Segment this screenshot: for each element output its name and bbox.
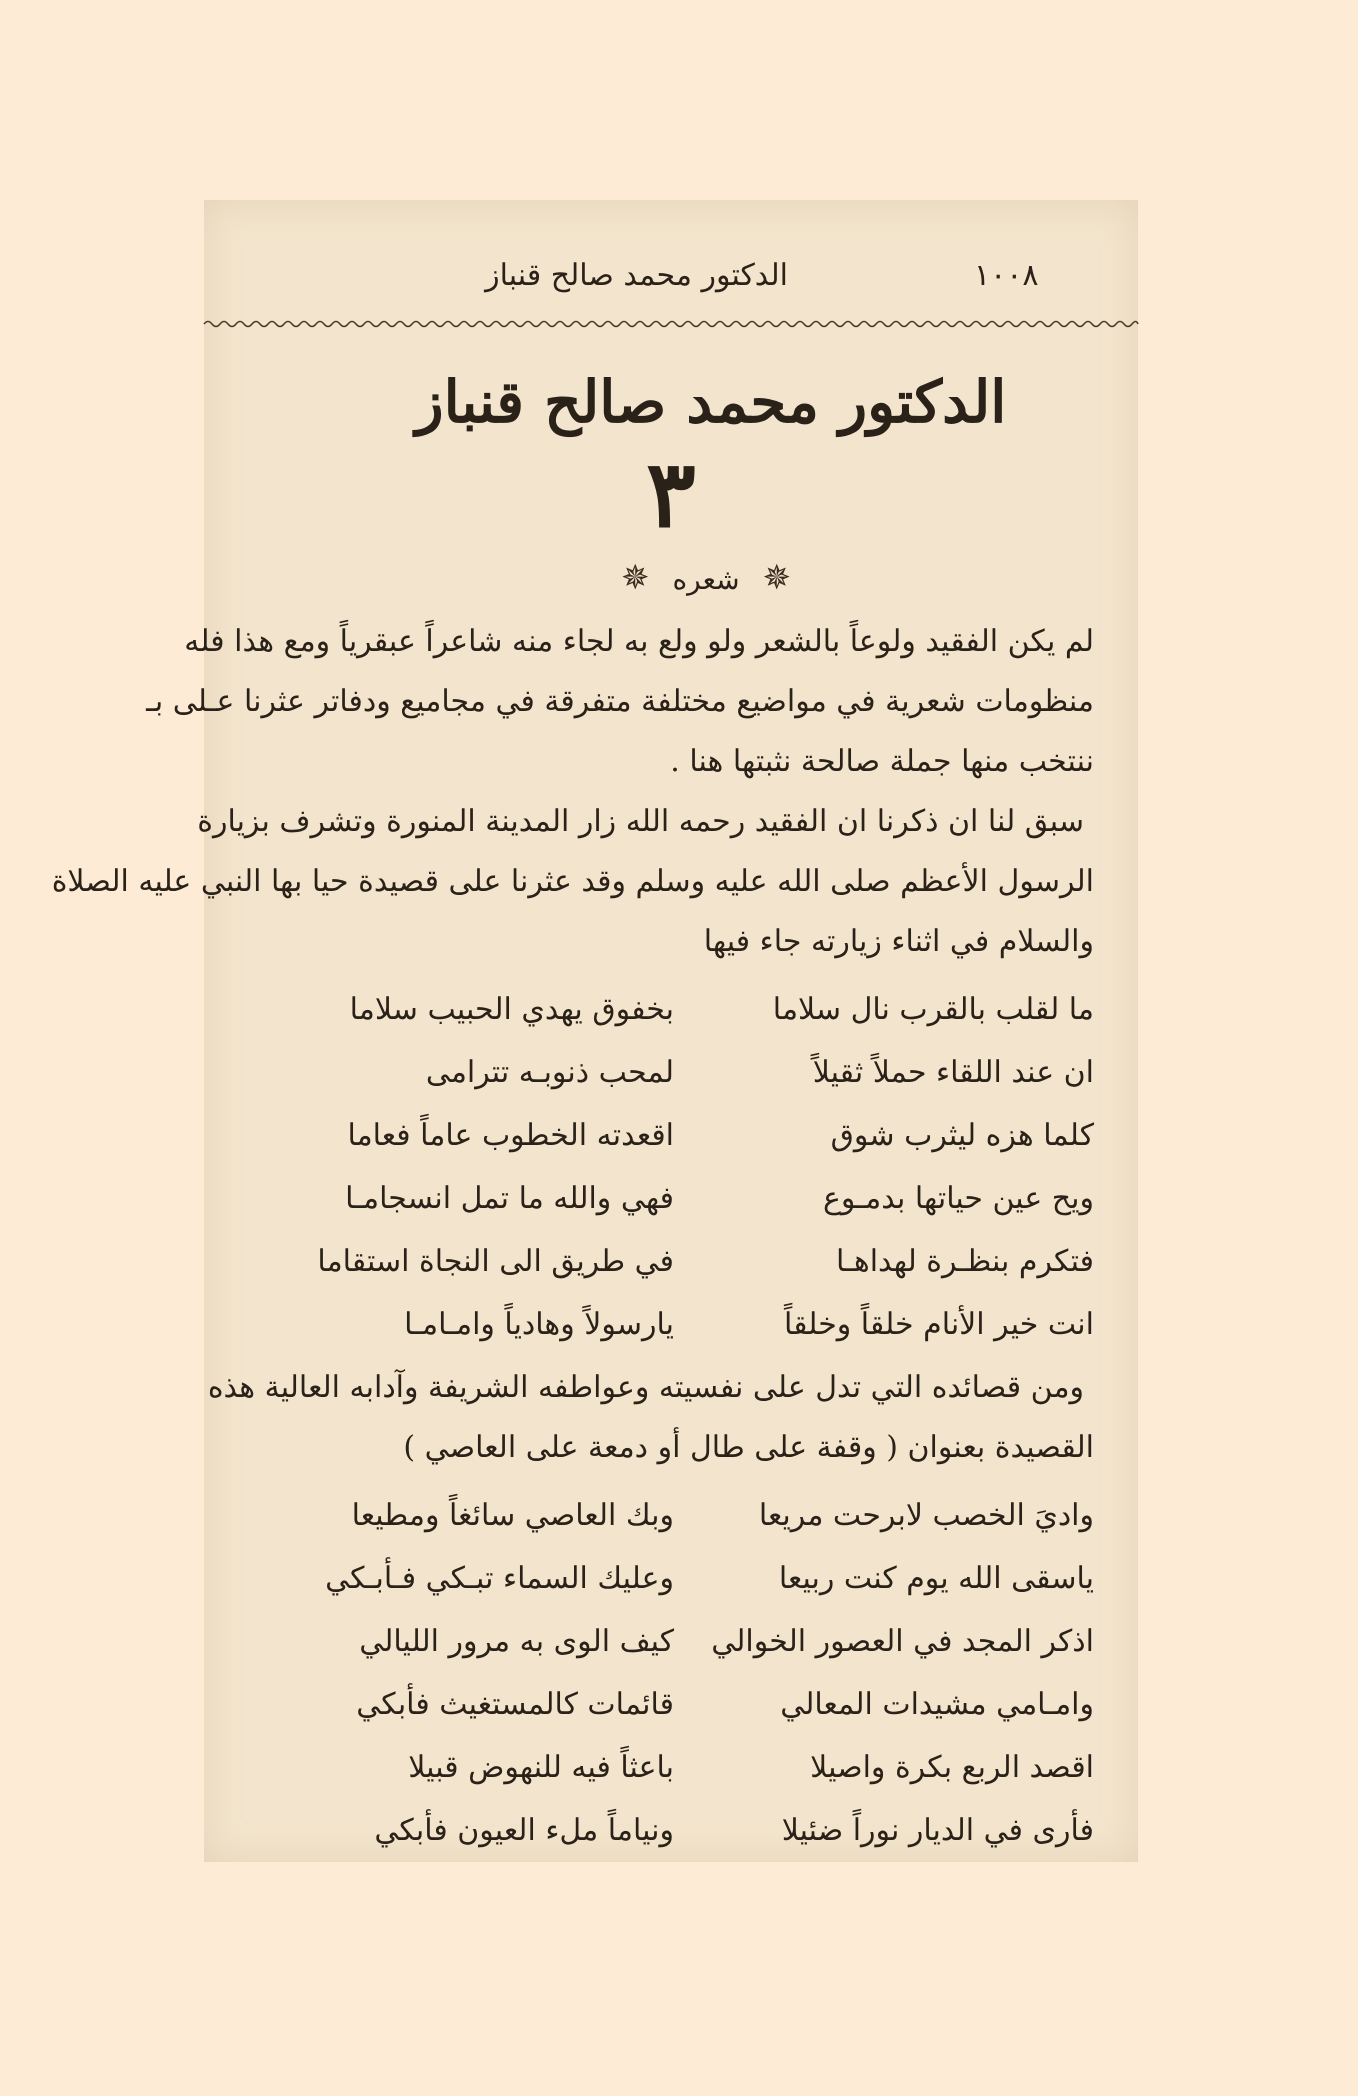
verse-row (204, 1801, 1094, 1864)
verse-second-hemistich: في طريق الى النجاة استقاما (317, 1244, 674, 1279)
paragraph (146, 612, 1094, 792)
text-line: الرسول الأعظم صلى الله عليه وسلم وقد عثرنا على قصيدة حيا بها النبي عليه الصلاة (51, 864, 1094, 899)
verse-row (204, 1486, 1094, 1549)
text-line: لم يكن الفقيد ولوعاً بالشعر ولو ولع به لجاء منه شاعراً عبقرياً ومع هذا فله (184, 624, 1094, 659)
verse-second-hemistich: باعثاً فيه للنهوض قبيلا (408, 1750, 674, 1785)
paragraph (51, 792, 1094, 972)
verse-second-hemistich: وعليك السماء تبـكي فـأبـكي (325, 1561, 674, 1596)
verse-first-hemistich: وامـامي مشيدات المعالي (780, 1687, 1094, 1722)
text-line: سبق لنا ان ذكرنا ان الفقيد رحمه الله زار المدينة المنورة وتشرف بزيارة (197, 804, 1084, 839)
wavy-divider (204, 318, 1138, 330)
verse-second-hemistich: قائمات كالمستغيث فأبكي (356, 1687, 674, 1722)
verse-first-hemistich: فأرى في الديار نوراً ضئيلا (781, 1813, 1094, 1848)
section-heading (204, 558, 1138, 598)
verse-row (204, 1549, 1094, 1612)
verse-second-hemistich: ونياماً ملء العيون فأبكي (374, 1813, 674, 1848)
section-heading-text: شعره (672, 563, 740, 596)
verse-row (204, 980, 1094, 1043)
verse-row (204, 1675, 1094, 1738)
paragraph (204, 1358, 1094, 1478)
text-line: منظومات شعرية في مواضيع مختلفة متفرقة في مجاميع ودفاتر عثرنا عـلى بـ (146, 684, 1094, 719)
book-page (51, 200, 1138, 1862)
verse-first-hemistich: ياسقى الله يوم كنت ربيعا (778, 1561, 1094, 1596)
verse-row (204, 1738, 1094, 1801)
verse-first-hemistich: ما لقلب بالقرب نال سلاما (772, 992, 1094, 1027)
verse-second-hemistich: بخفوق يهدي الحبيب سلاما (349, 992, 674, 1027)
verse-second-hemistich: وبك العاصي سائغاً ومطيعا (351, 1498, 674, 1533)
verse-second-hemistich: لمحب ذنوبـه تترامى (425, 1055, 674, 1090)
running-header (204, 258, 1138, 308)
verse-first-hemistich: واديَ الخصب لابرحت مريعا (758, 1498, 1094, 1533)
verse-row (204, 1295, 1094, 1358)
verse-row (204, 1106, 1094, 1169)
verse-second-hemistich: يارسولاً وهادياً وامـامـا (404, 1307, 674, 1342)
verse-row (204, 1043, 1094, 1106)
verse-first-hemistich: ان عند اللقاء حملاً ثقيلاً (812, 1055, 1094, 1090)
text-line: والسلام في اثناء زيارته جاء فيها (703, 924, 1094, 959)
star-ornament-icon: ✵ (621, 558, 650, 598)
verse-first-hemistich: كلما هزه ليثرب شوق (830, 1118, 1094, 1153)
chapter-number: ٣ (646, 440, 696, 548)
verse-second-hemistich: اقعدته الخطوب عاماً فعاما (347, 1118, 674, 1153)
verse-row (204, 1232, 1094, 1295)
verse-first-hemistich: انت خير الأنام خلقاً وخلقاً (783, 1307, 1094, 1342)
star-ornament-icon: ✵ (762, 558, 791, 598)
verse-second-hemistich: كيف الوى به مرور الليالي (359, 1624, 674, 1659)
verse-first-hemistich: فتكرم بنظـرة لهداهـا (835, 1244, 1094, 1279)
text-line: ننتخب منها جملة صالحة نثبتها هنا . (670, 744, 1094, 779)
verse-first-hemistich: اقصد الربع بكرة واصيلا (810, 1750, 1094, 1785)
verse-first-hemistich: اذكر المجد في العصور الخوالي (711, 1624, 1094, 1659)
verse-row (204, 1169, 1094, 1232)
text-line: ومن قصائده التي تدل على نفسيته وعواطفه الشريفة وآدابه العالية هذه (207, 1370, 1084, 1405)
body-text (51, 612, 1094, 1864)
page-number: ١٠٠٨ (974, 258, 1039, 293)
running-title: الدكتور محمد صالح قنباز (485, 258, 788, 293)
verse-second-hemistich: فهي والله ما تمل انسجامـا (345, 1181, 674, 1216)
text-line: القصيدة بعنوان ( وقفة على طال أو دمعة على العاصي ) (403, 1430, 1094, 1465)
poem-stanza (204, 980, 1094, 1358)
verse-row (204, 1612, 1094, 1675)
chapter-title: الدكتور محمد صالح قنباز (415, 368, 1007, 436)
poem-stanza (204, 1486, 1094, 1864)
verse-first-hemistich: ويح عين حياتها بدمـوع (822, 1181, 1094, 1216)
